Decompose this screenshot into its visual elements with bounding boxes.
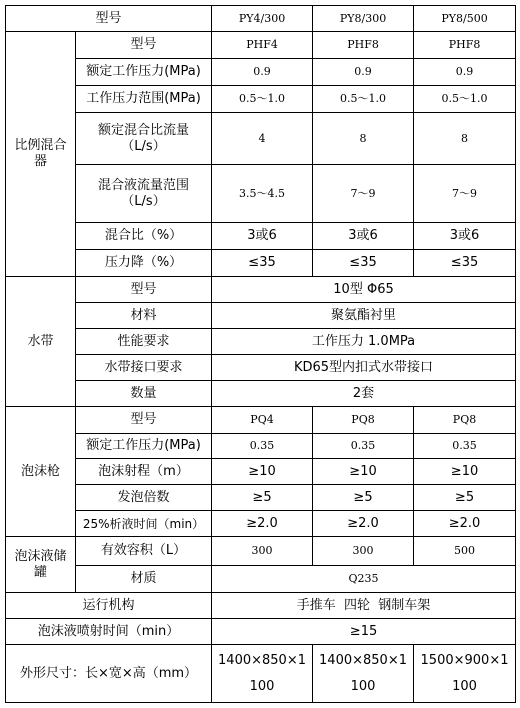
table-row (6, 593, 516, 619)
running-gear-label: 运行机构 (6, 593, 212, 619)
cell: ≥5 (414, 485, 516, 511)
cell: PQ8 (414, 407, 516, 434)
cell: 8 (313, 113, 414, 165)
row-label: 泡沫射程（m） (76, 459, 212, 485)
model-py8-500: PY8/500 (414, 6, 516, 32)
cell: PHF8 (313, 32, 414, 59)
table-row (6, 277, 516, 303)
dimensions-label: 外形尺寸：长×宽×高（mm） (6, 645, 212, 703)
cell: ≥5 (212, 485, 313, 511)
cell: 7～9 (414, 165, 516, 223)
group-foam-tank: 泡沫液储罐 (6, 537, 76, 593)
cell: ≥10 (313, 459, 414, 485)
cell: 0.5～1.0 (313, 86, 414, 113)
row-label: 额定工作压力(MPa) (76, 434, 212, 459)
row-label: 发泡倍数 (76, 485, 212, 511)
cell: 4 (212, 113, 313, 165)
cell: ≤35 (212, 250, 313, 277)
row-label: 型号 (76, 32, 212, 59)
cell: 3或6 (313, 223, 414, 250)
cell: ≥10 (212, 459, 313, 485)
cell: 0.35 (212, 434, 313, 459)
row-label: 型号 (76, 277, 212, 303)
cell: ≥2.0 (414, 511, 516, 537)
row-label: 额定混合比流量（L/s） (76, 113, 212, 165)
row-label: 性能要求 (76, 329, 212, 355)
row-label: 工作压力范围(MPa) (76, 86, 212, 113)
row-label: 混合比（%） (76, 223, 212, 250)
table-row (6, 485, 516, 511)
cell: ≥10 (414, 459, 516, 485)
cell: 1400×850×1100 (212, 645, 313, 703)
row-label: 型号 (76, 407, 212, 434)
cell: 0.9 (313, 59, 414, 86)
model-py8-300: PY8/300 (313, 6, 414, 32)
cell: PQ8 (313, 407, 414, 434)
cell-merged: 工作压力 1.0MPa (212, 329, 516, 355)
table-row (6, 165, 516, 223)
cell: ≥2.0 (313, 511, 414, 537)
row-label: 数量 (76, 381, 212, 407)
cell-merged: 10型 Φ65 (212, 277, 516, 303)
header-row (6, 6, 516, 32)
cell: ≤35 (313, 250, 414, 277)
table-row (6, 619, 516, 645)
cell: PQ4 (212, 407, 313, 434)
table-row (6, 355, 516, 381)
table-row (6, 86, 516, 113)
table-row (6, 407, 516, 434)
cell: 1400×850×1100 (313, 645, 414, 703)
cell: 0.9 (414, 59, 516, 86)
cell: 0.9 (212, 59, 313, 86)
cell-merged: KD65型内扣式水带接口 (212, 355, 516, 381)
group-foam-gun: 泡沫枪 (6, 407, 76, 537)
cell-merged: 聚氨酯衬里 (212, 303, 516, 329)
cell: ≥2.0 (212, 511, 313, 537)
cell: 0.35 (414, 434, 516, 459)
table-row (6, 303, 516, 329)
table-row (6, 250, 516, 277)
row-label: 25%析液时间（min） (76, 511, 212, 537)
running-gear-value: 手推车 四轮 钢制车架 (212, 593, 516, 619)
table-row (6, 329, 516, 355)
cell-merged: 2套 (212, 381, 516, 407)
cell: PHF4 (212, 32, 313, 59)
cell: PHF8 (414, 32, 516, 59)
table-row (6, 511, 516, 537)
row-label: 压力降（%） (76, 250, 212, 277)
cell: ≤35 (414, 250, 516, 277)
spray-time-label: 泡沫液喷射时间（min） (6, 619, 212, 645)
table-row (6, 434, 516, 459)
cell: 3或6 (212, 223, 313, 250)
table-row (6, 32, 516, 59)
cell: ≥5 (313, 485, 414, 511)
spray-time-value: ≥15 (212, 619, 516, 645)
table-row (6, 566, 516, 593)
cell: 300 (212, 537, 313, 566)
cell: 0.5～1.0 (414, 86, 516, 113)
row-label: 材料 (76, 303, 212, 329)
cell: 0.5～1.0 (212, 86, 313, 113)
row-label: 材质 (76, 566, 212, 593)
table-row (6, 537, 516, 566)
row-label: 混合液流量范围（L/s） (76, 165, 212, 223)
table-row (6, 459, 516, 485)
group-hose: 水带 (6, 277, 76, 407)
header-label: 型号 (6, 6, 212, 32)
cell: 3或6 (414, 223, 516, 250)
cell: 500 (414, 537, 516, 566)
cell-merged: Q235 (212, 566, 516, 593)
group-proportioner: 比例混合器 (6, 32, 76, 277)
row-label: 额定工作压力(MPa) (76, 59, 212, 86)
table-row (6, 59, 516, 86)
cell: 300 (313, 537, 414, 566)
cell: 3.5～4.5 (212, 165, 313, 223)
cell: 0.35 (313, 434, 414, 459)
spec-table (5, 5, 516, 703)
table-row (6, 223, 516, 250)
cell: 8 (414, 113, 516, 165)
cell: 1500×900×1100 (414, 645, 516, 703)
row-label: 水带接口要求 (76, 355, 212, 381)
table-row (6, 113, 516, 165)
table-row (6, 381, 516, 407)
table-row (6, 645, 516, 703)
model-py4-300: PY4/300 (212, 6, 313, 32)
cell: 7～9 (313, 165, 414, 223)
row-label: 有效容积（L） (76, 537, 212, 566)
